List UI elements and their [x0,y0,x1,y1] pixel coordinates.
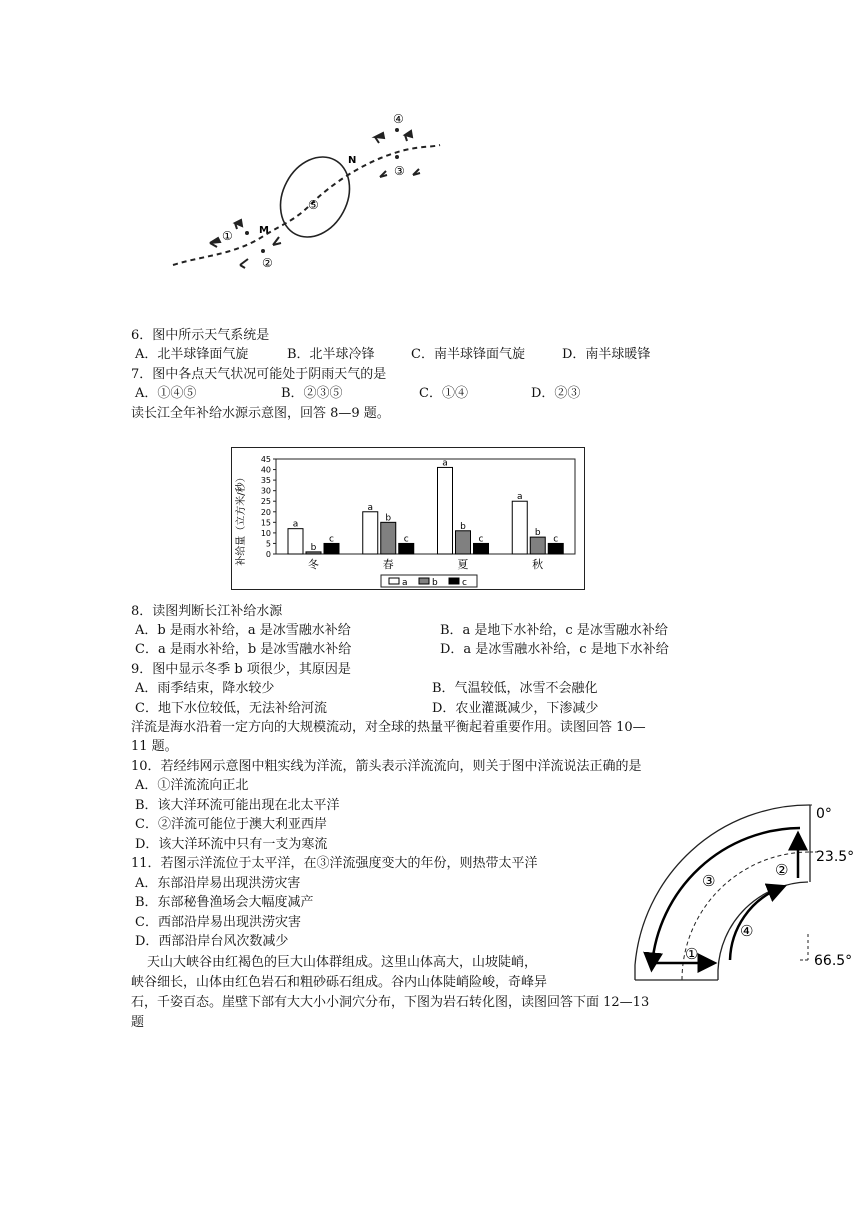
question-11-option-a: A．东部沿岸易出现洪涝灾害 [135,876,301,891]
latitude-23-5-label: 23.5° [816,849,855,865]
bar-a-1 [363,512,378,554]
intro-10-11-line-1: 洋流是海水沿着一定方向的大规模流动，对全球的热量平衡起着重要作用。读图回答 10— [131,720,646,735]
bar-label-a: a [516,492,523,503]
current-4 [730,888,780,960]
latitude-0-label: 0° [816,806,832,822]
bar-c-0 [324,543,339,554]
question-9-option-b: B．气温较低，冰雪不会融化 [432,681,598,696]
ocean-current-diagram [630,800,860,985]
question-7-option-c: C．①④ [419,386,468,401]
y-tick-label: 35 [260,476,271,486]
bar-label-c: c [329,534,334,545]
bar-label-b: b [310,542,317,553]
current-4-label: ④ [740,922,754,940]
question-9-option-a: A．雨季结束，降水较少 [135,681,275,696]
question-11-option-d: D．西部沿岸台风次数减少 [135,934,289,949]
bar-c-1 [399,543,414,554]
chart-y-axis-label: 补给量（立方米/秒） [236,472,247,566]
bar-a-2 [438,467,453,554]
bar-c-2 [474,543,489,554]
question-10-option-c: C．②洋流可能位于澳大利亚西岸 [135,817,327,832]
question-6-option-c: C．南半球锋面气旋 [411,347,525,362]
intro-10-11-line-2: 11 题。 [131,739,178,754]
x-category-label: 春 [382,558,394,571]
point-3-label: ③ [394,164,405,178]
question-7-option-a: A．①④⑤ [135,386,197,401]
y-tick-label: 45 [260,455,271,464]
bar-label-b: b [385,513,392,524]
question-8-option-a: A．b 是雨水补给，a 是冰雪融水补给 [135,623,351,638]
question-11-option-b: B．东部秘鲁渔场会大幅度减产 [135,895,314,910]
bar-label-a: a [442,458,448,469]
latitude-66-5-label: 66.5° [814,953,853,969]
bar-b-3 [530,537,545,554]
question-9-option-c: C．地下水位较低，无法补给河流 [135,701,327,716]
chart-legend [381,575,477,588]
intro-12-13-line-2: 峡谷细长，山体由红色岩石和粗砂砾石组成。谷内山体陡峭险峻，奇峰异 [131,975,548,990]
question-7-stem: 7．图中各点天气状况可能处于阴雨天气的是 [131,367,387,382]
question-6-stem: 6．图中所示天气系统是 [131,328,270,343]
bar-a-0 [288,529,303,554]
legend-label-c: c [462,578,467,588]
point-2-label: ② [262,256,273,270]
question-10-stem: 10．若经纬网示意图中粗实线为洋流，箭头表示洋流流向，则关于图中洋流说法正确的是 [131,759,642,774]
point-5-label: ⑤ [308,198,319,212]
x-category-label: 夏 [457,558,469,571]
question-10-option-d: D．该大洋环流中只有一支为寒流 [135,837,328,852]
question-11-stem: 11．若图示洋流位于太平洋，在③洋流强度变大的年份，则热带太平洋 [131,856,538,871]
intro-8-9: 读长江全年补给水源示意图，回答 8—9 题。 [131,406,390,421]
question-9-option-d: D．农业灌溉减少，下渗减少 [432,701,599,716]
legend-swatch-b [419,578,429,584]
legend-swatch-c [449,578,459,584]
question-6-option-b: B．北半球冷锋 [287,347,375,362]
intro-12-13-line-3: 石，千姿百态。崖壁下部有大大小小洞穴分布，下图为岩石转化图，读图回答下面 12—13 [131,995,650,1010]
current-1-label: ① [685,945,699,963]
question-6-option-a: A．北半球锋面气旋 [135,347,249,362]
question-8-option-b: B．a 是地下水补给，c 是冰雪融水补给 [440,623,668,638]
y-tick-label: 15 [260,518,271,528]
y-tick-label: 40 [260,465,271,475]
yangtze-supply-bar-chart [231,447,585,590]
question-7-option-b: B．②③⑤ [281,386,343,401]
bar-label-c: c [553,534,559,545]
weather-system-map [165,105,455,285]
point-n-label: N [348,155,357,166]
point-4-label: ④ [393,112,404,126]
legend-label-a: a [402,578,408,588]
current-3-label: ③ [702,872,716,890]
bar-a-3 [512,501,527,554]
front-line [173,145,440,265]
current-2-label: ② [775,861,789,879]
question-8-stem: 8．读图判断长江补给水源 [131,604,283,619]
x-category-label: 秋 [532,558,544,571]
y-tick-label: 25 [260,497,271,507]
y-tick-label: 5 [265,539,271,549]
y-tick-label: 30 [260,486,271,496]
bar-label-a: a [367,502,374,513]
bar-label-a: a [292,519,299,530]
y-tick-label: 20 [260,507,271,517]
legend-swatch-a [389,578,399,584]
legend-label-b: b [432,578,438,588]
question-11-option-c: C．西部沿岸易出现洪涝灾害 [135,915,301,930]
current-3 [652,828,800,965]
question-8-option-d: D．a 是冰雪融水补给，c 是地下水补给 [440,642,669,657]
intro-12-13-line-1: 天山大峡谷由红褐色的巨大山体群组成。这里山体高大，山坡陡峭， [147,955,538,970]
y-tick-label: 10 [260,528,271,538]
intro-12-13-line-4: 题 [131,1015,145,1030]
question-6-option-d: D．南半球暖锋 [562,347,651,362]
outer-boundary [635,805,810,980]
question-9-stem: 9．图中显示冬季 b 项很少，其原因是 [131,662,351,677]
bar-label-b: b [460,521,466,532]
point-1-label: ① [222,229,233,243]
x-category-label: 冬 [307,558,319,571]
point-m-label: M [259,225,269,236]
bar-b-2 [456,531,471,554]
y-tick-label: 0 [265,550,271,559]
bar-b-1 [381,522,396,554]
question-10-option-a: A．①洋流流向正北 [135,778,249,793]
question-7-option-d: D．②③ [531,386,581,401]
question-10-option-b: B．该大洋环流可能出现在北太平洋 [135,798,340,813]
question-8-option-c: C．a 是雨水补给，b 是冰雪融水补给 [135,642,352,657]
bar-label-b: b [534,528,541,539]
bar-c-3 [548,543,563,554]
bar-label-c: c [478,534,484,545]
bar-label-c: c [403,534,409,545]
